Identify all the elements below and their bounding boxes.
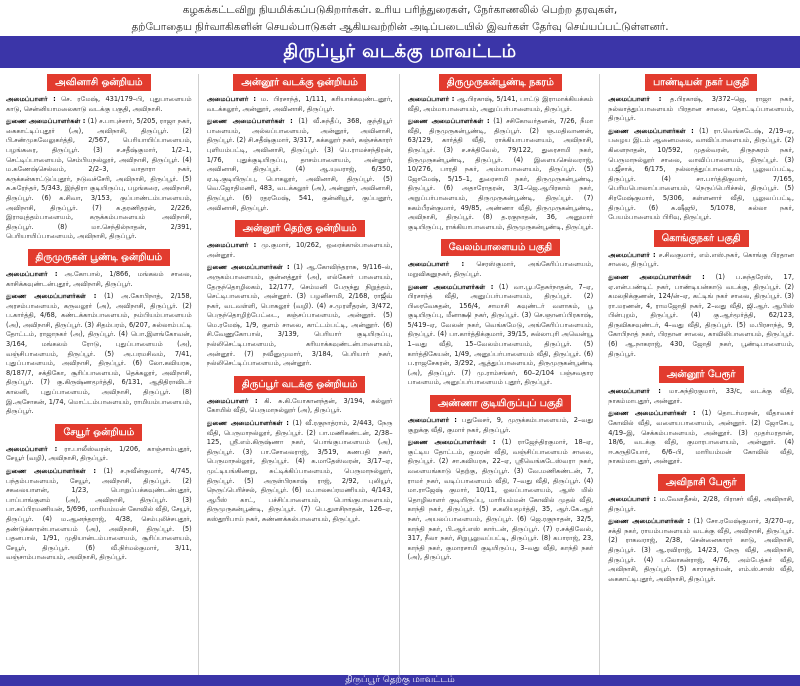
section	[207, 376, 393, 525]
section-title: அவினாசி ஒன்றியம்	[47, 74, 150, 91]
section	[207, 220, 393, 369]
organizer-entry	[608, 95, 794, 124]
entry-label: அமைப்பாளர் :	[407, 95, 455, 103]
organizer-entry	[6, 95, 192, 114]
entry-label: அமைப்பாளர் :	[206, 95, 257, 103]
section	[608, 474, 794, 584]
organizer-entry	[207, 95, 393, 114]
entry-text: அ.கோபால், 1/866, மங்கலம் சாலை, காசிக்கவுண்டன்புதூர், அவிநாசி, திருப்பூர்.	[6, 269, 192, 288]
entry-text: (1) வீ.ரகுநாத்ராம், 2/443, நேரு வீதி, பெருமாநல்லூர், திருப்பூர். (2) பா.மணிகண்டன், 2/38–125, ஸ்ரீ.எம்.கிருஷ்ணா நகர், பொங்குபாளையம் (அ), திருப்பூர். (3) பா.சோலைராஜ், 3/519, கணபதி நகர், பெருமாநல்லூர், திருப்பூர். (4) க.மாதேஸ்வரன், 3/17–ஏ, முட்டியங்கிணறு, சுட்டிக்கிப்பாளையம், பெருமாநல்லூர், திருப்பூர். (5) அருள்பிரகாஷ் ராஜ், 2/92, புலியூர், நெருப்பெரிச்சல், திருப்பூர். (6) ம.பாலசுப்ரமணியம், 4/143, ஆபீஸ் காட், பச்சிப்பாளையம், பொங்குபாளையம், திருமுருகன்பூண்டி, திருப்பூர். (7) பெ.துளசிநாதன், 126–ஏ, கஸ்தூரிபாய் நகர், சுண்ணக்கல்பாளையம், திருப்பூர்.	[206, 419, 393, 523]
section-title: அன்னூர் தெற்கு ஒன்றியம்	[235, 220, 365, 237]
entry-label: துணை அமைப்பாளர்கள் :	[407, 117, 490, 126]
section-title: சேயூர் ஒன்றியம்	[55, 424, 142, 441]
entry-text: (1) ராஜேந்திரகுமார், 18–ஏ, குட்டிய தோட்டம், குமரன் வீதி, வஞ்சிப்பாளையம் சாலை, திருப்பூர். (2) சா.கவியரசு, 22–ஏ, ஸ்ரீவெங்கடேஸ்வரா நகர், வளையங்காடு தெற்கு, திருப்பூர். (3) வே.மணிகண்டன், 7, ராமர் நகர், வடிப்பாளையம் வீதி, 7–வது வீதி, திருப்பூர். (4) மா.ராஜேஷ் குமார், 10/11, ஓலப்பாளையம், ஆஸ் மில் தொழிலாளர் குடியிருப்பு, மாரியம்மன் கோவில் முதல் வீதி, காந்தி நகர், திருப்பூர். (5) ச.கலியமூர்த்தி, 35, ஆர்.கே.ஆர் நகர், அயலப்பாளையம், திருப்பூர். (6) ஜெ.ரகுநாதன், 32/5, காந்தி நகர், பி.ஆர்.எஸ் கார்டன், திருப்பூர். (7) ர.சக்திவேல், 317, நீலா நகர், சிறுபூலுவப்பட்டி, திருப்பூர். (8) கபாராஜ், 23, காந்தி நகர், குமாரசாமி குடியிருப்பு, 3–வது வீதி, காந்தி நகர் (அ), திருப்பூர்.	[407, 438, 594, 562]
entry-label: துணை அமைப்பாளர்கள் :	[608, 517, 691, 526]
deputy-organizers-entry	[608, 409, 794, 467]
intro-line-2: தற்போதைய நிர்வாகிகளின் செயல்பாடுகள் ஆகியவற்றின் அடிப்படையில் இவர்கள் தேர்வு செய்யப்பட்டுள்ளனர்.	[131, 21, 669, 33]
entry-text: த.பிரகாஷ், 3/372–ஜெ, ராஜா நகர், நல்லாத்துப்பாளையம் பிரதான சாலை, தொட்டிப்பாளையம், திருப்பூர்.	[608, 95, 794, 123]
section	[6, 74, 192, 242]
entry-text: (1) தொடர்மரசன், வீதாவகர் கோவில் வீதி, வளையபாளையம், அன்னூர். (2) ஜோசேபு, 4/19–இ, செக்கம்பாளையம், அன்னூர். (3) முதர்மரதான், 18/6, வடக்கு வீதி, குமாரபாளையம், அன்னூர். (4) ஈ.சுருதியோர், 6/6–பி, மாரியம்மன் கோவில் வீதி, நாகம்மாபுதூர், அன்னூர்.	[608, 409, 794, 466]
deputy-organizers-entry	[6, 292, 192, 417]
deputy-organizers-entry	[207, 117, 393, 213]
entry-label: துணை அமைப்பாளர்கள் :	[206, 117, 293, 126]
section	[608, 74, 794, 223]
entry-label: துணை அமைப்பாளர்கள் :	[6, 467, 97, 475]
organizer-entry	[6, 270, 192, 289]
entry-label: துணை அமைப்பாளர்கள் :	[608, 409, 696, 418]
column-3	[408, 74, 601, 677]
organizer-entry	[608, 251, 794, 270]
columns	[0, 68, 800, 677]
section	[408, 74, 594, 232]
entry-label: துணை அமைப்பாளர்கள் :	[608, 272, 705, 281]
entry-label: அமைப்பாளர் :	[608, 495, 657, 503]
deputy-organizers-entry	[608, 273, 794, 359]
entry-text: ரா.பாலீஸ்வரன், 1/206, காஞ்சாம்புதூர், சேயூர் (வழி), அவிநாசி, திருப்பூர்.	[6, 444, 192, 463]
section-title: பாண்டியன் நகர் பகுதி	[645, 74, 757, 91]
entry-text: (1) ச.பாபுச்சார், 5/205, ராஜா நகர், கைகாட்டிப்புதூர் (அ), அவிநாசி, திருப்பூர். (2) பி.சண்முகவேலுகர்த்தி, 2/567, பெரியாயிப்பாளையம், பழங்கரை, திருப்பூர். (3) ச.சதீஷ்குமார், 1/2–1, செட்டிப்பாளையம், செம்பியநல்லூர், அவிநாசி, திருப்பூர். (4) ம.கணேஷ்செல்வம், 2/2–3, வாதாரா நகர், கருக்கன்காட்டுப்புதூர், நடுவச்சேரி, அவிநாசி, திருப்பூர். (5) சு.சுரேந்தர், 5/343, இந்திரா குடியிருப்பு, பழங்கரை, அவிநாசி, திருப்பூர். (6) க.சிவா, 3/153, குப்பாண்டம்பாளையம், அவிநாசி, திருப்பூர். (7) க.தரணிதரன், 2/226, இராவுத்தம்பாளையம், கருக்கம்பாளையம் அவிநாசி, திருப்பூர். (8) மா.செந்தில்நாதன், 2/391, பெரியாயிப்பாளையம், அவிநாசி, திருப்பூர்.	[6, 117, 192, 241]
entry-label: துணை அமைப்பாளர்கள் :	[206, 263, 290, 272]
entry-label: துணை அமைப்பாளர்கள் :	[407, 282, 494, 291]
deputy-organizers-entry	[207, 263, 393, 369]
deputy-organizers-entry	[608, 127, 794, 223]
deputy-organizers-entry	[608, 517, 794, 584]
section-title: அவிநாசி பேரூர்	[658, 474, 745, 491]
organizer-entry	[207, 241, 393, 260]
section	[408, 239, 594, 388]
entry-label: துணை அமைப்பாளர்கள் :	[608, 126, 694, 135]
organizer-entry	[408, 95, 594, 114]
section-title: அன்னூர் பேரூர்	[659, 366, 744, 383]
entry-text: (1) சசிகோவர்தனன், 7/26, நீமா வீதி, திருமுருகன்பூண்டி, திருப்பூர். (2) ஞ.மதிவாணன், 63/129, கார்த்தி வீதி, ராக்கியாபாளையம், அவிநாசி, திருப்பூர். (3) ச.சக்திவேல், 79/122, துரைசாமி நகர், திருமுருகன்பூண்டி, திருப்பூர். (4) இளையசெல்வராஜ், 10/276, பாரதி நகர், அம்மாபாளையம், திருப்பூர். (5) ஜோமேஷ், 5/15–1, துரைசாமி நகர், திருமுருகன்பூண்டி, திருப்பூர். (6) அதாரோதரன், 3/1–ஜெ.ஆபிரகாம் நகர், அநுப்பர்பாளையம், திருமுருகன்பூண்டி, திருப்பூர். (7) சுகம்பீரன்குமார், 49/85, அண்ணா வீதி, திருமுருகன்பூண்டி, அவிநாசி, திருப்பூர். (8) த.ரகுநாதன், 36, அனுமார் குடியிருப்பு, ராக்கியாபாளையம், திருமுருகன்பூண்டி, திருப்பூர்.	[407, 117, 594, 231]
deputy-organizers-entry	[408, 438, 594, 563]
entry-label: அமைப்பாளர் :	[6, 269, 58, 278]
deputy-organizers-entry	[408, 117, 594, 232]
entry-text: செரஸ்குமார், அங்கேரிப்பாளையம், மறுவிகனுநகர், திருப்பூர்.	[407, 260, 594, 278]
entry-text: (1) அ.கோபிநாத், 2/158, அரசம்பாளையம், கருவலூர் (அ), அவிநாசி, திருப்பூர். (2) ப.கார்த்தி, 4/68, கண்டக்காம்பாளையம், நம்பியம்பாளையம் (அ), அவிநாசி, திருப்பூர். (3) சிதம்பரம், 6/207, சுல்லாம்பட்டி தோட்டம், ராஜாநகர் (அ), திருப்பூர். (4) பொ.இளங்கோவன், 3/164, மங்கலம் ரோடு, புதுப்பாளையம் (அ), வஞ்சிபாளையம், திருப்பூர். (5) அ.பரமசிவம், 7/41, புதுப்பாளையம், அவிநாசி, திருப்பூர். (6) லோ.கவியரசு, 8/187/7, சக்திகோ, சூரிப்பாளையம், தெக்கலூர், அவிநாசி, திருப்பூர். (7) கு.கிருஷ்ணமூர்த்தி, 6/131, ஆதிதிராவிடர் காலனி, புதுப்பாளையம், அவிநாசி, திருப்பூர். (8) இ.அசோகன், 1/74, மொட்டம்பாளையம், ராமியம்பாளையம், திருப்பூர்.	[6, 292, 192, 416]
section-title: திருமுருகன்பூண்டி நகரம்	[439, 74, 562, 91]
deputy-organizers-entry	[6, 117, 192, 242]
organizer-entry	[207, 397, 393, 416]
entry-text: (1) ரா.வெங்கடேஷ், 2/19–ஏ, பழைய இடம் ஆனைமலை, வாவிப்பாளையம், திருப்பூர். (2) கிளைநாதன், 10/592, முதல்வரன், திருநகரம் நகர், பெருமாநல்லூர் சாலை, வாவிப்பாளையம், திருப்பூர். (3) ப.ஜீசாக், 6/175, நல்லாத்துப்பாளையம், பூலுவப்பட்டி, திருப்பூர். (4) சா.பார்த்திகுமார், 7/165, பெரியபொலாப்பாளையம், நெருப்பெரிச்சல், திருப்பூர். (5) சிரமேஷ்குமார், 5/306, கள்ளனார் வீதி, பூலுவப்பட்டி, திருப்பூர். (6) சு.ஷீஜூ, 5/1078, சுல்லா நகர், பேயம்பாளையம் பிரிவு, திருப்பூர்.	[608, 126, 794, 222]
intro-text	[0, 0, 800, 36]
section-title: திருமுருகன் பூண்டி ஒன்றியம்	[28, 249, 171, 266]
column-2	[207, 74, 400, 677]
entry-text: கி. சு.கி.யோகானந்தன், 3/194, சுல்லூர் கோயில் வீதி, பெருமாநல்லூர் (அ), திருப்பூர்.	[206, 396, 393, 415]
entry-text: (1) ப.சுந்தரேஸ், 17, ஏ.என்.பண்டிட் நகர், பாண்டியன்காடு வடக்கு, திருப்பூர். (2) கமலநிக்குணன், 124/ன்–ஏ, கட்டிங் நகர் சாலை, திருப்பூர். (3) ரா.மரணன், 4, ராமஜோதி நகர், 2–வது வீதி, ஜி.ஆர். ஆபிஸ் பின்புறம், திருப்பூர். (4) கு.ஆர்மூர்த்தி, 62/123, திருவிகசவுண்டர், 4–வது வீதி, திருப்பூர். (5) ம.பிரசாந்த், 9, கோபிநாத் நகர், பிரதான சாலை, காவிலிபாளையம், திருப்பூர். (6) ஆ.நாகராஜ், 430, ஜோதி நகர், பூண்டிபாளையம், திருப்பூர்.	[608, 272, 794, 358]
section-title: திருப்பூர் வடக்கு ஒன்றியம்	[234, 376, 366, 393]
entry-label: அமைப்பாளர் :	[6, 444, 58, 453]
entry-label: அமைப்பாளர் :	[407, 260, 465, 269]
intro-line-1: கழகக்கட்டவிறு நியமிக்கப்படுகிறார்கள். உரிய பரிந்துரைகள், நேர்காணலில் பெற்ற தரவுகள்,	[182, 4, 618, 16]
organizer-entry	[408, 416, 594, 435]
entry-text: (1) ச.நவீன்குமார், 4/745, பந்தம்பாளையம், சேயூர், அவிநாசி, திருப்பூர். (2) சகலையாளன், 1/23, பொறுப்பக்கவுண்டன்புதூர், பாப்பாங்குளம் (அ), அவிநாசி, திருப்பூர். (3) பா.சுப்பிரமணியன், 5/696, மாரியம்மன் கோவில் வீதி, சேயூர், திருப்பூர். (4) ம.ஆனந்தராஜ், 4/38, செம்புலிச்சபுதூர், தண்டுக்காரன்பாளையம் (அ), அவிநாசி, திருப்பூர். (5) பதனபால், 1/91, முதியான்டம்பாளையம், சூரிப்பாளையம், சேயூர், திருப்பூர். (6) வீ.நிர்மல்குமார், 3/11, வஞ்சாம்பாளையம், அவிநாசி, திருப்பூர்.	[6, 467, 192, 562]
entry-text: பதுலேசர், 9, முருக்கம்பாளையம், 2–வது குறுக்கு வீதி, குமார் நகர், திருப்பூர்.	[407, 416, 594, 434]
column-1	[6, 74, 199, 677]
organizer-entry	[608, 495, 794, 514]
entry-label: துணை அமைப்பாளர்கள் :	[407, 438, 496, 447]
entry-label: துணை அமைப்பாளர்கள் :	[6, 117, 86, 126]
section	[408, 395, 594, 563]
entry-text: (1) வீ.சுந்தீப், 368, குந்தியூர் பாளையம், அல்லப்பாளையம், அன்னூர், அவினாசி, திருப்பூர். (2) சி.சதீஷ்குமார், 3/317, கக்கலூர் நகர், கஞ்சக்காரர் புளியம்பட்டி, அவினாசி, திருப்பூர். (3) பெ.ராமச்சந்திரன், 1/76, புதுக்குடியிருப்பு, தாசம்பாளையம், அன்னூர், அவினாசி, திருப்பூர். (4) ஆ.யுவராஜ், 6/350, ஏ.டி.குடியிருப்பு, பொகலூர், அவினாசி, திருப்பூர். (5) வெ.ஜோதிமணி, 483, வடக்கலூர் (அ), அன்னூர், அவினாசி, திருப்பூர். (6) ரதரமேஷ், 541, குன்னியூர், குப்பனூர், அவினாசி, திருப்பூர்.	[206, 117, 393, 212]
district-banner: திருப்பூர் வடக்கு மாவட்டம்	[0, 36, 800, 68]
entry-text: மு.குமார், 10/262, ஒரைக்கால்பாளையம், அன்னூர்.	[206, 241, 393, 259]
entry-text: ஆ.பிரகாஷ், 5/141, பாட்டு இராமாக்கியக்கம் வீதி, அம்மாபாளையம், அனுப்பர்பாளையம், திருப்பூர்.	[407, 95, 594, 113]
section-title: அன்னூர் வடக்கு ஒன்றியம்	[233, 74, 366, 91]
section-title: அண்ணா குடியிருப்புப் பகுதி	[430, 395, 571, 412]
entry-text: (1) சோ.ரமேஷ்குமார், 3/270–ஏ, சக்தி நகர், ராயம்பாளையம் வடக்கு வீதி, அவிநாசி, திருப்பூர். (2) ராகவராஜ், 2/38, சென்னைகாரர் காடு, அவிநாசி, திருப்பூர். (3) ஆ.ரவிராஜ், 14/23, நேரு வீதி, அவிநாசி, திருப்பூர். (4) பலோகன்ராஜ், 4/76, அம்பேத்கர் வீதி, அவிநாசி, திருப்பூர். (5) காராசுதர்மன், எம்.ஸ்.சாஸ் வீதி, கைகாட்டிபுதூர், அவிநாசி, திருப்பூர்.	[608, 517, 794, 583]
entry-label: அமைப்பாளர் :	[608, 387, 661, 396]
deputy-organizers-entry	[408, 283, 594, 389]
section	[207, 74, 393, 213]
section-title: கொங்குநகர் பகுதி	[654, 230, 749, 247]
next-district-banner: திருப்பூர் தெற்கு மாவட்டம்	[0, 675, 800, 686]
entry-label: அமைப்பாளர் :	[206, 241, 257, 250]
entry-label: அமைப்பாளர் :	[407, 416, 457, 425]
entry-label: அமைப்பாளர் :	[608, 250, 656, 259]
section	[608, 366, 794, 467]
deputy-organizers-entry	[6, 467, 192, 563]
entry-text: ம. பிரசாந்த், 1/111, கரியாக்கவுண்டனூர், வடக்கலூர், அன்னூர், அவினாசி, திருப்பூர்.	[206, 95, 393, 113]
organizer-entry	[408, 260, 594, 279]
organizer-entry	[6, 445, 192, 464]
entry-label: அமைப்பாளர் :	[608, 95, 662, 103]
entry-label: துணை அமைப்பாளர்கள் :	[6, 292, 97, 301]
entry-text: மா.சுந்திரகுமார், 33/c, வடக்கு வீதி, நாகம்மாபுதூர், அன்னூர்.	[608, 387, 794, 405]
entry-text: (1) ஆ.கோவிந்தராசு, 9/116–ல், அருகம்பாளையம், குன்னத்தூர் (அ), எல்கேசர் பாளையம், தேருந்தொழிலகம், 12/177, செம்மனி பேருந்து நிறுத்தம், செட்டிபாளையம், அன்னூர். (3) பழனிசாமி, 2/168, ராஜீவ் நகர், வடவள்ளி, பொகலூர் (வழி). (4) ச.முரளீதரன், 3/472, பெருந்தொழிற்பேட்டை, கஞ்சப்பாளையம், அன்னூர். (5) மெ.ரமேஷ், 1/9, குளம் சாலை, காட்டம்பட்டி, அன்னூர். (6) சி.வேணுகோபால், 3/139, பெரியார் குடியிருப்பு, நல்லிசெட்டிபாளையம், கரியாக்கவுண்டன்பாளையம், அன்னூர். (7) நவீனுமுமார், 3/184, பெரியார் நகர், நல்லிசெட்டிப்பாளையம், அன்னூர்.	[206, 263, 393, 368]
entry-text: செ. ரமேஷ், 431/179–பி, புதுபாளையம் காடு, சென்னியாமலைகாடு வடக்கு பகுதி, அவிநாசி.	[6, 95, 192, 113]
entry-text: ம.வேளதீசல், 2/28, பிராசர் வீதி, அவிநாசி, திருப்பூர்.	[608, 495, 794, 513]
deputy-organizers-entry	[207, 419, 393, 525]
entry-label: துணை அமைப்பாளர்கள் :	[206, 419, 289, 428]
entry-label: அமைப்பாளர் :	[6, 95, 56, 103]
section	[6, 424, 192, 563]
organizer-entry	[608, 387, 794, 406]
entry-text: (1) வா.பூபதேசுர்நாதன், 7–ஏ, பிரசாந்த் வீதி, அனுப்பர்பாளையம், திருப்பூர். (2) பிரைவேசுதன், 156/4, சாமாசி கவுண்டர் வளாகம், பூ குடியிருப்பு, மீனாக்ஷி நகர், திருப்பூர். (3) செ.ஞானப்பிரகாஷ், 5/419–ஏ, வேலன் நகர், வெங்கமேடு, அங்கேரிப்பாளையம், திருப்பூர். (4) பா.கார்த்திக்குமார், 39/15, சுல்லாபுரி அவென்யூ 1–வது வீதி, 15–வேலம்பாளையம், திருப்பூர். (5) கார்த்திகேயன், 1/49, அனுப்பர்பாளையம் வீதி, திருப்பூர். (6) ப.ராஜசேகரன், 3/292, ஆத்துப்பாளையம், திருமுருகன்பூண்டி (அ), திருப்பூர். (7) மு.ராம்சங்கர், 60–2/104 பஞ்சவதார பாளையம், அனுப்பர்பாளையம் புதூர், திருப்பூர்.	[407, 282, 594, 387]
section-title: வேலம்பாளையம் பகுதி	[441, 239, 560, 256]
entry-label: அமைப்பாளர் :	[206, 396, 258, 405]
section	[6, 249, 192, 417]
section	[608, 230, 794, 360]
entry-text: ச.சிவகுமார், எம்.எஸ்.நகர், கொங்கு பிரதான சாலை, திருப்பூர்.	[608, 250, 794, 269]
column-4	[608, 74, 794, 677]
